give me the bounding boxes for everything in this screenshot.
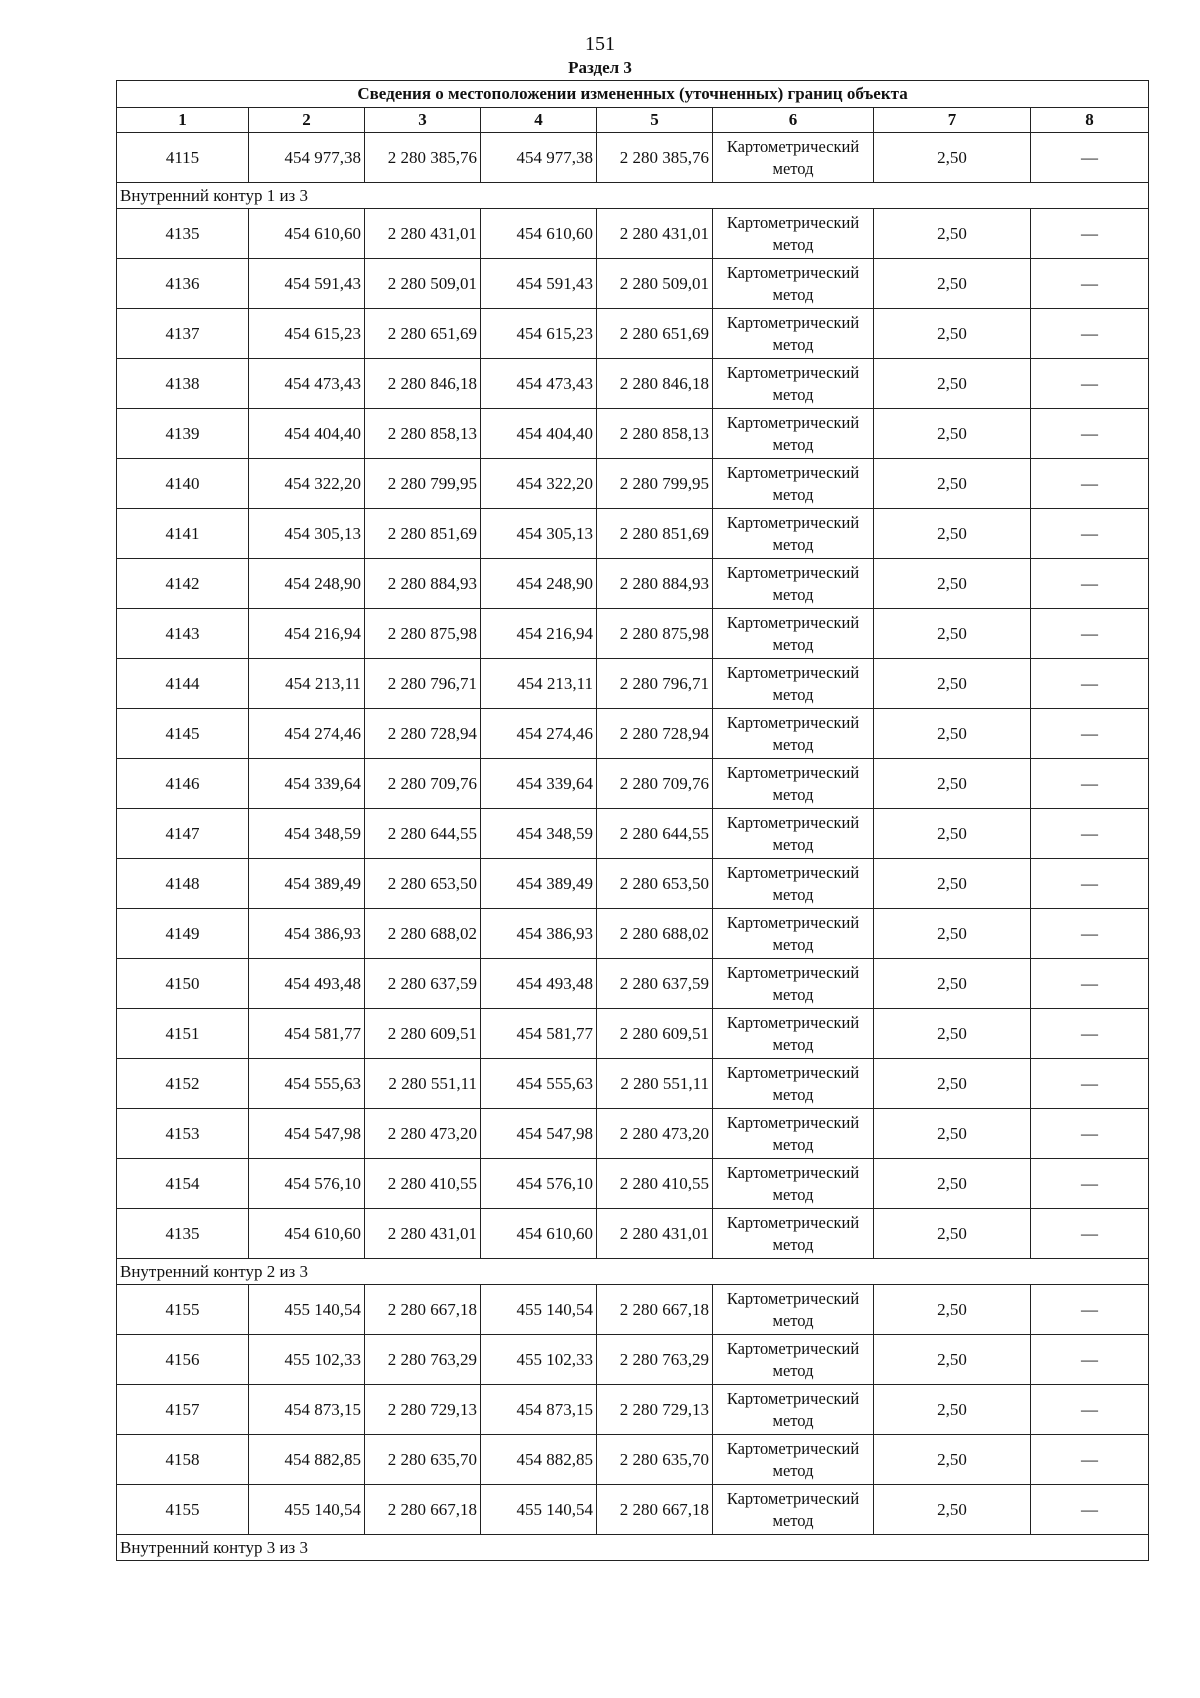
table-row [117, 1485, 1149, 1535]
table-row [117, 709, 1149, 759]
y-existing-cell: 2 280 851,69 [365, 509, 481, 559]
x-new-cell: 454 216,94 [481, 609, 597, 659]
method-cell: Картометрический метод [713, 559, 874, 609]
point-number-cell: 4137 [117, 309, 249, 359]
point-number-cell: 4140 [117, 459, 249, 509]
accuracy-cell: 2,50 [874, 809, 1031, 859]
y-existing-cell: 2 280 875,98 [365, 609, 481, 659]
table-row [117, 1435, 1149, 1485]
method-cell: Картометрический метод [713, 509, 874, 559]
x-existing-cell: 454 322,20 [249, 459, 365, 509]
table-row [117, 209, 1149, 259]
contour-header-row [117, 183, 1149, 209]
method-cell: Картометрический метод [713, 459, 874, 509]
method-cell: Картометрический метод [713, 1159, 874, 1209]
y-new-cell: 2 280 651,69 [597, 309, 713, 359]
y-existing-cell: 2 280 799,95 [365, 459, 481, 509]
description-cell: — [1031, 509, 1149, 559]
column-header: 6 [713, 108, 874, 133]
x-new-cell: 454 348,59 [481, 809, 597, 859]
accuracy-cell: 2,50 [874, 909, 1031, 959]
column-number-row [117, 108, 1149, 133]
x-existing-cell: 454 547,98 [249, 1109, 365, 1159]
accuracy-cell: 2,50 [874, 1009, 1031, 1059]
y-new-cell: 2 280 799,95 [597, 459, 713, 509]
x-new-cell: 454 591,43 [481, 259, 597, 309]
column-header: 1 [117, 108, 249, 133]
accuracy-cell: 2,50 [874, 559, 1031, 609]
method-cell: Картометрический метод [713, 133, 874, 183]
y-existing-cell: 2 280 551,11 [365, 1059, 481, 1109]
description-cell: — [1031, 1209, 1149, 1259]
x-new-cell: 454 404,40 [481, 409, 597, 459]
y-existing-cell: 2 280 431,01 [365, 1209, 481, 1259]
point-number-cell: 4136 [117, 259, 249, 309]
y-existing-cell: 2 280 431,01 [365, 209, 481, 259]
accuracy-cell: 2,50 [874, 1159, 1031, 1209]
y-new-cell: 2 280 858,13 [597, 409, 713, 459]
table-row [117, 909, 1149, 959]
x-new-cell: 454 882,85 [481, 1435, 597, 1485]
accuracy-cell: 2,50 [874, 1485, 1031, 1535]
method-cell: Картометрический метод [713, 659, 874, 709]
x-existing-cell: 455 140,54 [249, 1485, 365, 1535]
table-row [117, 1385, 1149, 1435]
column-header: 7 [874, 108, 1031, 133]
x-new-cell: 454 873,15 [481, 1385, 597, 1435]
x-existing-cell: 455 102,33 [249, 1335, 365, 1385]
method-cell: Картометрический метод [713, 709, 874, 759]
method-cell: Картометрический метод [713, 409, 874, 459]
contour-header-row [117, 1535, 1149, 1561]
x-new-cell: 454 305,13 [481, 509, 597, 559]
point-number-cell: 4158 [117, 1435, 249, 1485]
accuracy-cell: 2,50 [874, 1435, 1031, 1485]
section-title: Раздел 3 [568, 58, 632, 77]
point-number-cell: 4154 [117, 1159, 249, 1209]
accuracy-cell: 2,50 [874, 709, 1031, 759]
y-existing-cell: 2 280 729,13 [365, 1385, 481, 1435]
accuracy-cell: 2,50 [874, 409, 1031, 459]
accuracy-cell: 2,50 [874, 509, 1031, 559]
method-cell: Картометрический метод [713, 1285, 874, 1335]
description-cell: — [1031, 1285, 1149, 1335]
x-existing-cell: 454 610,60 [249, 1209, 365, 1259]
method-cell: Картометрический метод [713, 1485, 874, 1535]
point-number-cell: 4142 [117, 559, 249, 609]
method-cell: Картометрический метод [713, 259, 874, 309]
accuracy-cell: 2,50 [874, 1385, 1031, 1435]
y-new-cell: 2 280 851,69 [597, 509, 713, 559]
accuracy-cell: 2,50 [874, 759, 1031, 809]
table-caption-row [117, 81, 1149, 108]
y-existing-cell: 2 280 509,01 [365, 259, 481, 309]
y-existing-cell: 2 280 667,18 [365, 1485, 481, 1535]
x-existing-cell: 454 873,15 [249, 1385, 365, 1435]
accuracy-cell: 2,50 [874, 659, 1031, 709]
y-new-cell: 2 280 884,93 [597, 559, 713, 609]
accuracy-cell: 2,50 [874, 1059, 1031, 1109]
x-new-cell: 454 248,90 [481, 559, 597, 609]
x-new-cell: 454 581,77 [481, 1009, 597, 1059]
point-number-cell: 4145 [117, 709, 249, 759]
y-existing-cell: 2 280 644,55 [365, 809, 481, 859]
contour-header-row [117, 1259, 1149, 1285]
accuracy-cell: 2,50 [874, 459, 1031, 509]
x-existing-cell: 454 213,11 [249, 659, 365, 709]
x-new-cell: 454 547,98 [481, 1109, 597, 1159]
table-row [117, 359, 1149, 409]
point-number-cell: 4157 [117, 1385, 249, 1435]
x-existing-cell: 454 404,40 [249, 409, 365, 459]
description-cell: — [1031, 859, 1149, 909]
description-cell: — [1031, 909, 1149, 959]
description-cell: — [1031, 959, 1149, 1009]
y-new-cell: 2 280 637,59 [597, 959, 713, 1009]
description-cell: — [1031, 359, 1149, 409]
point-number-cell: 4156 [117, 1335, 249, 1385]
column-header: 4 [481, 108, 597, 133]
point-number-cell: 4139 [117, 409, 249, 459]
y-existing-cell: 2 280 410,55 [365, 1159, 481, 1209]
method-cell: Картометрический метод [713, 209, 874, 259]
description-cell: — [1031, 459, 1149, 509]
method-cell: Картометрический метод [713, 809, 874, 859]
description-cell: — [1031, 1335, 1149, 1385]
point-number-cell: 4155 [117, 1485, 249, 1535]
y-existing-cell: 2 280 667,18 [365, 1285, 481, 1335]
contour-label: Внутренний контур 2 из 3 [117, 1259, 1149, 1285]
method-cell: Картометрический метод [713, 1059, 874, 1109]
method-cell: Картометрический метод [713, 1335, 874, 1385]
x-existing-cell: 454 576,10 [249, 1159, 365, 1209]
contour-label: Внутренний контур 3 из 3 [117, 1535, 1149, 1561]
column-header: 3 [365, 108, 481, 133]
y-existing-cell: 2 280 609,51 [365, 1009, 481, 1059]
table-row [117, 559, 1149, 609]
x-new-cell: 454 610,60 [481, 209, 597, 259]
accuracy-cell: 2,50 [874, 309, 1031, 359]
y-new-cell: 2 280 846,18 [597, 359, 713, 409]
accuracy-cell: 2,50 [874, 1109, 1031, 1159]
x-new-cell: 454 473,43 [481, 359, 597, 409]
point-number-cell: 4146 [117, 759, 249, 809]
table-row [117, 259, 1149, 309]
accuracy-cell: 2,50 [874, 859, 1031, 909]
x-existing-cell: 454 389,49 [249, 859, 365, 909]
description-cell: — [1031, 809, 1149, 859]
x-existing-cell: 454 473,43 [249, 359, 365, 409]
point-number-cell: 4155 [117, 1285, 249, 1335]
y-new-cell: 2 280 728,94 [597, 709, 713, 759]
table-row [117, 309, 1149, 359]
x-existing-cell: 454 274,46 [249, 709, 365, 759]
y-existing-cell: 2 280 728,94 [365, 709, 481, 759]
method-cell: Картометрический метод [713, 1109, 874, 1159]
y-new-cell: 2 280 509,01 [597, 259, 713, 309]
accuracy-cell: 2,50 [874, 209, 1031, 259]
point-number-cell: 4135 [117, 209, 249, 259]
x-new-cell: 454 213,11 [481, 659, 597, 709]
accuracy-cell: 2,50 [874, 259, 1031, 309]
boundary-coordinates-table [116, 80, 1149, 1561]
y-existing-cell: 2 280 796,71 [365, 659, 481, 709]
accuracy-cell: 2,50 [874, 1209, 1031, 1259]
x-new-cell: 454 615,23 [481, 309, 597, 359]
description-cell: — [1031, 1435, 1149, 1485]
contour-label: Внутренний контур 1 из 3 [117, 183, 1149, 209]
column-header: 8 [1031, 108, 1149, 133]
method-cell: Картометрический метод [713, 909, 874, 959]
point-number-cell: 4144 [117, 659, 249, 709]
description-cell: — [1031, 1485, 1149, 1535]
x-new-cell: 454 322,20 [481, 459, 597, 509]
x-existing-cell: 454 216,94 [249, 609, 365, 659]
table-row [117, 1159, 1149, 1209]
x-new-cell: 454 386,93 [481, 909, 597, 959]
x-new-cell: 454 977,38 [481, 133, 597, 183]
x-existing-cell: 454 386,93 [249, 909, 365, 959]
description-cell: — [1031, 609, 1149, 659]
y-new-cell: 2 280 431,01 [597, 209, 713, 259]
y-existing-cell: 2 280 473,20 [365, 1109, 481, 1159]
table-row [117, 1209, 1149, 1259]
point-number-cell: 4152 [117, 1059, 249, 1109]
method-cell: Картометрический метод [713, 359, 874, 409]
y-existing-cell: 2 280 651,69 [365, 309, 481, 359]
accuracy-cell: 2,50 [874, 133, 1031, 183]
table-row [117, 1009, 1149, 1059]
description-cell: — [1031, 559, 1149, 609]
description-cell: — [1031, 1109, 1149, 1159]
table-row [117, 133, 1149, 183]
y-existing-cell: 2 280 385,76 [365, 133, 481, 183]
table-row [117, 859, 1149, 909]
table-row [117, 459, 1149, 509]
y-new-cell: 2 280 667,18 [597, 1485, 713, 1535]
page-number: 151 [585, 33, 615, 55]
x-existing-cell: 455 140,54 [249, 1285, 365, 1335]
accuracy-cell: 2,50 [874, 609, 1031, 659]
description-cell: — [1031, 1159, 1149, 1209]
table-body [117, 133, 1149, 1561]
description-cell: — [1031, 259, 1149, 309]
description-cell: — [1031, 309, 1149, 359]
y-new-cell: 2 280 875,98 [597, 609, 713, 659]
y-new-cell: 2 280 653,50 [597, 859, 713, 909]
y-new-cell: 2 280 473,20 [597, 1109, 713, 1159]
x-existing-cell: 454 977,38 [249, 133, 365, 183]
description-cell: — [1031, 409, 1149, 459]
x-existing-cell: 454 591,43 [249, 259, 365, 309]
point-number-cell: 4115 [117, 133, 249, 183]
table-row [117, 609, 1149, 659]
x-new-cell: 454 493,48 [481, 959, 597, 1009]
point-number-cell: 4149 [117, 909, 249, 959]
x-existing-cell: 454 305,13 [249, 509, 365, 559]
y-existing-cell: 2 280 635,70 [365, 1435, 481, 1485]
description-cell: — [1031, 709, 1149, 759]
accuracy-cell: 2,50 [874, 959, 1031, 1009]
table-row [117, 1285, 1149, 1335]
point-number-cell: 4138 [117, 359, 249, 409]
table-row [117, 1335, 1149, 1385]
description-cell: — [1031, 209, 1149, 259]
y-new-cell: 2 280 644,55 [597, 809, 713, 859]
x-new-cell: 454 274,46 [481, 709, 597, 759]
y-new-cell: 2 280 635,70 [597, 1435, 713, 1485]
y-existing-cell: 2 280 858,13 [365, 409, 481, 459]
x-existing-cell: 454 348,59 [249, 809, 365, 859]
method-cell: Картометрический метод [713, 959, 874, 1009]
y-existing-cell: 2 280 846,18 [365, 359, 481, 409]
x-existing-cell: 454 493,48 [249, 959, 365, 1009]
table-row [117, 809, 1149, 859]
y-new-cell: 2 280 709,76 [597, 759, 713, 809]
point-number-cell: 4153 [117, 1109, 249, 1159]
point-number-cell: 4143 [117, 609, 249, 659]
y-new-cell: 2 280 667,18 [597, 1285, 713, 1335]
description-cell: — [1031, 659, 1149, 709]
method-cell: Картометрический метод [713, 1435, 874, 1485]
point-number-cell: 4141 [117, 509, 249, 559]
x-existing-cell: 454 339,64 [249, 759, 365, 809]
point-number-cell: 4150 [117, 959, 249, 1009]
x-new-cell: 455 102,33 [481, 1335, 597, 1385]
x-new-cell: 454 555,63 [481, 1059, 597, 1109]
point-number-cell: 4147 [117, 809, 249, 859]
y-existing-cell: 2 280 637,59 [365, 959, 481, 1009]
x-new-cell: 454 389,49 [481, 859, 597, 909]
x-new-cell: 454 610,60 [481, 1209, 597, 1259]
x-new-cell: 454 576,10 [481, 1159, 597, 1209]
y-new-cell: 2 280 729,13 [597, 1385, 713, 1435]
table-row [117, 959, 1149, 1009]
column-header: 5 [597, 108, 713, 133]
y-new-cell: 2 280 796,71 [597, 659, 713, 709]
method-cell: Картометрический метод [713, 1009, 874, 1059]
accuracy-cell: 2,50 [874, 359, 1031, 409]
y-new-cell: 2 280 551,11 [597, 1059, 713, 1109]
x-new-cell: 454 339,64 [481, 759, 597, 809]
description-cell: — [1031, 1385, 1149, 1435]
method-cell: Картометрический метод [713, 859, 874, 909]
y-existing-cell: 2 280 653,50 [365, 859, 481, 909]
table-row [117, 509, 1149, 559]
method-cell: Картометрический метод [713, 309, 874, 359]
x-existing-cell: 454 615,23 [249, 309, 365, 359]
y-new-cell: 2 280 763,29 [597, 1335, 713, 1385]
point-number-cell: 4135 [117, 1209, 249, 1259]
x-new-cell: 455 140,54 [481, 1485, 597, 1535]
y-existing-cell: 2 280 884,93 [365, 559, 481, 609]
y-new-cell: 2 280 431,01 [597, 1209, 713, 1259]
y-existing-cell: 2 280 763,29 [365, 1335, 481, 1385]
y-existing-cell: 2 280 688,02 [365, 909, 481, 959]
method-cell: Картометрический метод [713, 1209, 874, 1259]
y-new-cell: 2 280 688,02 [597, 909, 713, 959]
column-header: 2 [249, 108, 365, 133]
y-existing-cell: 2 280 709,76 [365, 759, 481, 809]
y-new-cell: 2 280 609,51 [597, 1009, 713, 1059]
table-caption: Сведения о местоположении измененных (уточненных) границ объекта [117, 81, 1149, 108]
y-new-cell: 2 280 410,55 [597, 1159, 713, 1209]
table-row [117, 409, 1149, 459]
point-number-cell: 4151 [117, 1009, 249, 1059]
x-existing-cell: 454 610,60 [249, 209, 365, 259]
x-existing-cell: 454 555,63 [249, 1059, 365, 1109]
table-row [117, 1109, 1149, 1159]
description-cell: — [1031, 759, 1149, 809]
table-row [117, 759, 1149, 809]
table-row [117, 659, 1149, 709]
point-number-cell: 4148 [117, 859, 249, 909]
x-existing-cell: 454 882,85 [249, 1435, 365, 1485]
method-cell: Картометрический метод [713, 1385, 874, 1435]
x-new-cell: 455 140,54 [481, 1285, 597, 1335]
accuracy-cell: 2,50 [874, 1285, 1031, 1335]
description-cell: — [1031, 133, 1149, 183]
x-existing-cell: 454 248,90 [249, 559, 365, 609]
table-row [117, 1059, 1149, 1109]
accuracy-cell: 2,50 [874, 1335, 1031, 1385]
description-cell: — [1031, 1059, 1149, 1109]
y-new-cell: 2 280 385,76 [597, 133, 713, 183]
method-cell: Картометрический метод [713, 609, 874, 659]
x-existing-cell: 454 581,77 [249, 1009, 365, 1059]
method-cell: Картометрический метод [713, 759, 874, 809]
description-cell: — [1031, 1009, 1149, 1059]
